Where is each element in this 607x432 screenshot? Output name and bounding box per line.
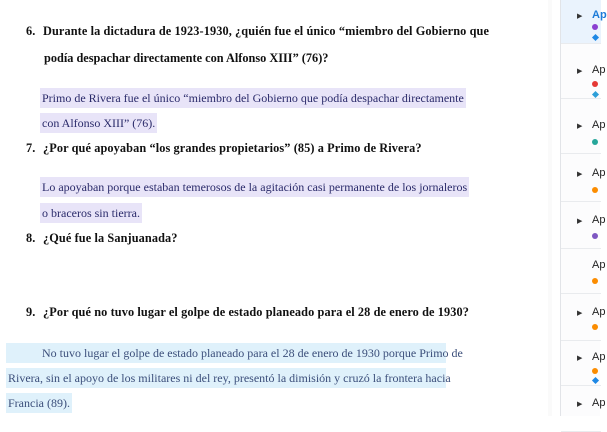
- triangle-right-icon[interactable]: ▶: [577, 67, 583, 75]
- triangle-right-icon[interactable]: ▶: [577, 217, 583, 225]
- triangle-right-icon[interactable]: ▶: [577, 170, 583, 178]
- purple-dot-icon: [592, 24, 598, 30]
- purple-dot-icon: [592, 233, 598, 239]
- answer-9-line-1[interactable]: No tuvo lugar el golpe de estado planeado para el 28 de enero de 1930 porque Primo de: [6, 343, 446, 363]
- answer-6-line-1[interactable]: Primo de Rivera fue el único “miembro del Gobierno que podía despachar directamente: [40, 88, 466, 108]
- panel-item-3[interactable]: [561, 110, 606, 154]
- annotations-panel: [560, 0, 607, 416]
- panel-item-label: Ap: [592, 119, 606, 131]
- panel-item-7[interactable]: [561, 297, 606, 341]
- panel-item-label: Ap: [592, 397, 606, 409]
- question-7: [26, 141, 422, 156]
- panel-item-5[interactable]: [561, 205, 606, 249]
- question-8: [26, 231, 178, 246]
- question-text: Durante la dictadura de 1923-1930, ¿quién fue el único “miembro del Gobierno que: [43, 24, 490, 38]
- orange-dot-icon: [592, 187, 598, 193]
- panel-item-9[interactable]: [561, 388, 606, 432]
- question-text: ¿Por qué no tuvo lugar el golpe de estado planeado para el 28 de enero de 1930?: [43, 305, 470, 319]
- panel-item-label: Ap: [592, 167, 606, 179]
- panel-item-1[interactable]: [561, 0, 607, 44]
- panel-item-label: Ap: [592, 259, 606, 271]
- red-dot-icon: [592, 81, 598, 87]
- triangle-right-icon[interactable]: ▶: [577, 12, 583, 20]
- orange-dot-icon: [592, 278, 598, 284]
- question-text: ¿Qué fue la Sanjuanada?: [43, 231, 178, 245]
- blue-diamond-icon: [592, 91, 599, 98]
- question-number: 8.: [26, 231, 36, 245]
- triangle-right-icon[interactable]: ▶: [577, 400, 583, 408]
- answer-9-line-2[interactable]: Rivera, sin el apoyo de los militares ni del rey, presentó la dimisión y cruzó la frontera hacia: [6, 368, 446, 388]
- answer-7-line-1[interactable]: Lo apoyaban porque estaban temerosos de la agitación casi permanente de los jornaleros: [40, 177, 469, 197]
- panel-item-8[interactable]: [561, 342, 606, 386]
- triangle-right-icon[interactable]: ▶: [577, 309, 583, 317]
- answer-6-line-2[interactable]: con Alfonso XIII” (76).: [40, 113, 157, 133]
- question-number: 6.: [26, 24, 36, 38]
- panel-item-4[interactable]: [561, 158, 606, 202]
- panel-item-label: Ap: [592, 9, 607, 21]
- triangle-right-icon[interactable]: ▶: [577, 122, 583, 130]
- answer-9-line-3[interactable]: Francia (89).: [6, 393, 72, 413]
- question-9: [26, 305, 469, 320]
- triangle-right-icon[interactable]: ▶: [577, 354, 583, 362]
- panel-item-6[interactable]: [561, 250, 606, 294]
- document-scrollbar[interactable]: [548, 0, 552, 416]
- question-text: ¿Por qué apoyaban “los grandes propietarios” (85) a Primo de Rivera?: [43, 141, 422, 155]
- panel-item-label: Ap: [592, 64, 606, 76]
- question-number: 7.: [26, 141, 36, 155]
- panel-item-label: Ap: [592, 306, 606, 318]
- question-6: [26, 24, 489, 39]
- panel-item-label: Ap: [592, 214, 606, 226]
- answer-7-line-2[interactable]: o braceros sin tierra.: [40, 203, 142, 223]
- panel-item-2[interactable]: [561, 55, 606, 99]
- panel-item-label: Ap: [592, 351, 606, 363]
- question-number: 9.: [26, 305, 36, 319]
- blue-diamond-icon: [592, 377, 599, 384]
- orange-dot-icon: [592, 324, 598, 330]
- blue-diamond-icon: [592, 34, 599, 41]
- orange-dot-icon: [592, 368, 598, 374]
- teal-dot-icon: [592, 139, 598, 145]
- question-6-continuation: podía despachar directamente con Alfonso XIII” (76)?: [44, 51, 329, 65]
